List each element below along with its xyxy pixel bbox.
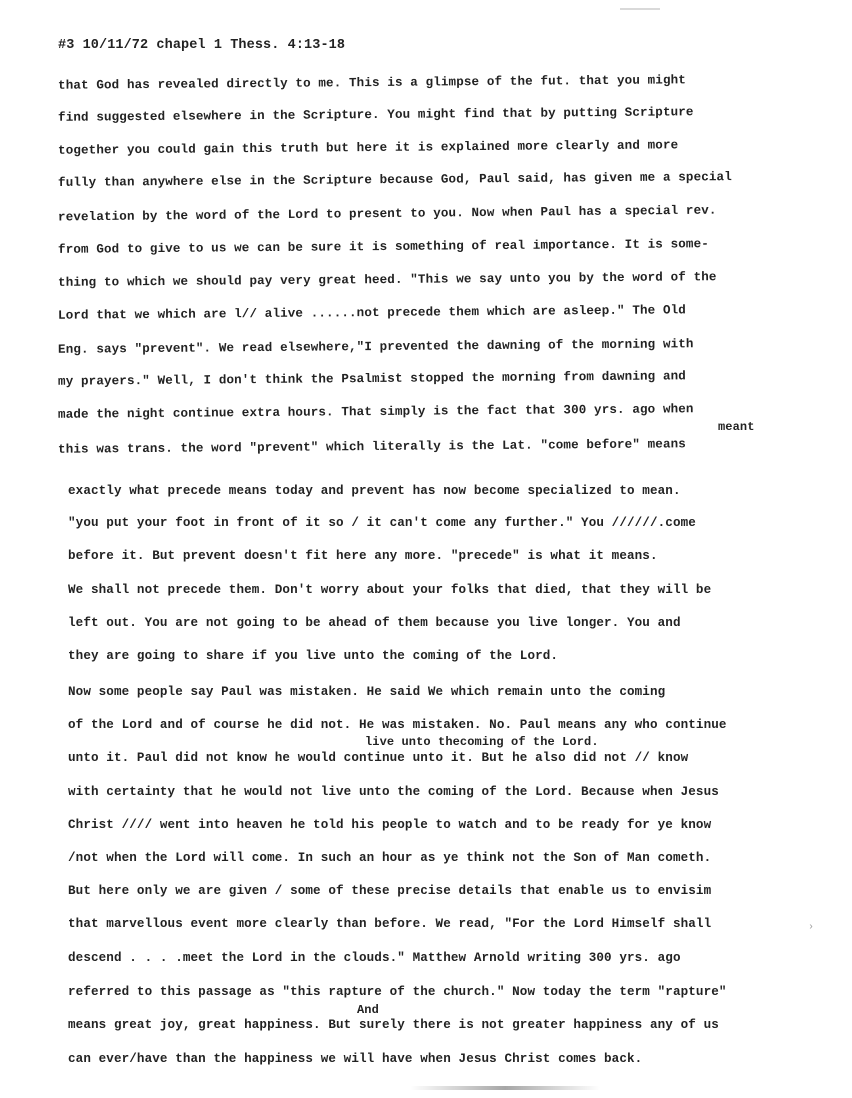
text-line-20: of the Lord and of course he did not. He was mistaken. No. Paul means any who continue [68,718,727,732]
text-line-17: left out. You are not going to be ahead of them because you live longer. You and [68,616,681,630]
insertion-and: And [357,1003,379,1017]
text-line-11: made the night continue extra hours. That simply is the fact that 300 yrs. ago when [57,402,694,422]
text-line-26: that marvellous event more clearly than before. We read, "For the Lord Himself shall [68,917,712,931]
text-line-24: /not when the Lord will come. In such an hour as ye think not the Son of Man cometh. [68,851,712,865]
text-line-12: this was trans. the word "prevent" which literally is the Lat. "come before" means [57,437,686,457]
scan-smudge [410,1086,600,1090]
text-line-5: revelation by the word of the Lord to present to you. Now when Paul has a special rev. [57,203,717,225]
text-line-18: they are going to share if you live unto the coming of the Lord. [68,649,559,663]
insertion-meant: meant [718,420,755,434]
text-line-6: from God to give to us we can be sure it is something of real importance. It is some- [57,237,709,257]
text-line-29: means great joy, great happiness. But surely there is not greater happiness any of us [68,1018,719,1032]
text-line-28: referred to this passage as "this rapture of the church." Now today the term "rapture" [68,985,727,999]
page-header: #3 10/11/72 chapel 1 Thess. 4:13-18 [58,38,346,53]
scan-mark [620,8,660,10]
insertion-live-unto: live unto thecoming of the Lord. [365,735,599,749]
text-line-23: Christ //// went into heaven he told his people to watch and to be ready for ye know [68,818,712,832]
text-line-10: my prayers." Well, I don't think the Psalmist stopped the morning from dawning and [57,369,686,389]
text-line-2: find suggested elsewhere in the Scripture. You might find that by putting Scripture [57,105,694,125]
text-line-15: before it. But prevent doesn't fit here any more. "precede" is what it means. [68,549,658,563]
text-line-30: can ever/have than the happiness we will have when Jesus Christ comes back. [68,1052,643,1066]
text-line-8: Lord that we which are l// alive ......not precede them which are asleep." The Old [57,303,686,323]
text-line-21: unto it. Paul did not know he would continue unto it. But he also did not // know [68,751,689,765]
text-line-19: Now some people say Paul was mistaken. He said We which remain unto the coming [68,685,666,699]
text-line-3: together you could gain this truth but here it is explained more clearly and more [57,138,679,158]
text-line-9: Eng. says "prevent". We read elsewhere,"I prevented the dawning of the morning with [57,337,694,357]
text-line-7: thing to which we should pay very great heed. "This we say unto you by the word of the [57,270,717,290]
text-line-16: We shall not precede them. Don't worry about your folks that died, that they will be [68,583,712,597]
margin-mark: › [808,922,815,933]
text-line-14: "you put your foot in front of it so / it can't come any further." You //////.come [68,516,696,530]
text-line-1: that God has revealed directly to me. This is a glimpse of the fut. that you might [57,73,686,93]
text-line-13: exactly what precede means today and prevent has now become specialized to mean. [68,484,681,498]
text-line-25: But here only we are given / some of these precise details that enable us to envisim [68,884,712,898]
text-line-4: fully than anywhere else in the Scripture because God, Paul said, has given me a special [57,170,732,190]
text-line-27: descend . . . .meet the Lord in the clouds." Matthew Arnold writing 300 yrs. ago [68,951,681,965]
text-line-22: with certainty that he would not live unto the coming of the Lord. Because when Jesus [68,785,719,799]
